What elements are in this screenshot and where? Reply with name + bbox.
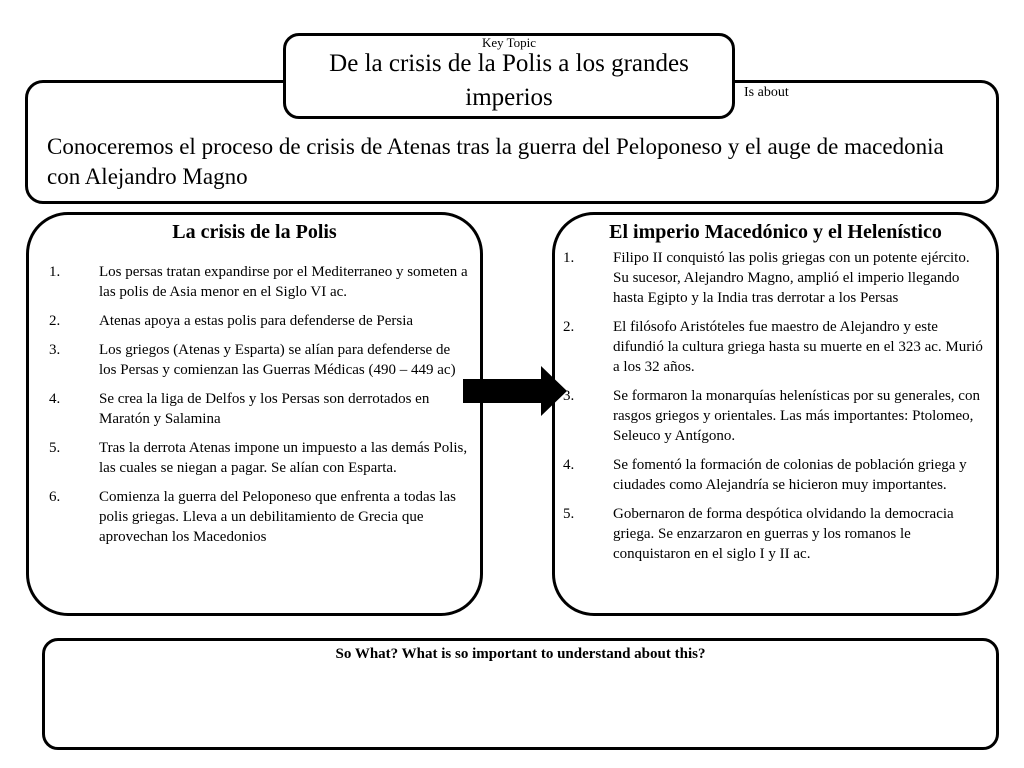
- panel-title: El imperio Macedónico y el Helenístico: [609, 221, 942, 243]
- item-text: Atenas apoya a estas polis para defenderse de Persia: [99, 313, 414, 329]
- is-about-text: Conoceremos el proceso de crisis de Atenas tras la guerra del Peloponeso y el auge de macedonia con Alejandro Magno: [47, 134, 944, 189]
- list-item: [49, 389, 469, 429]
- item-number: 3.: [563, 388, 575, 404]
- macedonian-empire-list: [563, 248, 988, 573]
- list-item: [563, 248, 988, 308]
- polis-crisis-list: [49, 262, 469, 556]
- item-text: Filipo II conquistó las polis griegas con un potente ejército. Su sucesor, Alejandro Magno, amplió el imperio llegando hasta Egipto y la India tras derrotar a los Persas: [613, 250, 970, 306]
- item-number: 6.: [49, 489, 61, 505]
- list-item: [563, 317, 988, 377]
- polis-crisis-panel: [26, 212, 483, 616]
- right-arrow-icon: [463, 366, 573, 416]
- item-number: 2.: [49, 313, 61, 329]
- item-number: 5.: [563, 506, 575, 522]
- item-text: Comienza la guerra del Peloponeso que enfrenta a todas las polis griegas. Lleva a un debilitamiento de Grecia que aprovechan los Macedonios: [99, 489, 456, 545]
- item-text: Se crea la liga de Delfos y los Persas son derrotados en Maratón y Salamina: [99, 391, 430, 427]
- item-number: 3.: [49, 342, 61, 358]
- is-about-label: Is about: [744, 85, 789, 100]
- item-text: Gobernaron de forma despótica olvidando la democracia griega. Se enzarzaron en guerras y los romanos le conquistaron en el siglo I y II ac.: [613, 506, 954, 562]
- key-topic-title: De la crisis de la Polis a los grandes imperios: [329, 50, 689, 111]
- list-item: [49, 340, 469, 380]
- key-topic-box: [283, 33, 735, 119]
- item-number: 4.: [563, 457, 575, 473]
- item-text: Se fomentó la formación de colonias de población griega y ciudades como Alejandría se hicieron muy importantes.: [613, 457, 967, 493]
- item-text: Tras la derrota Atenas impone un impuesto a las demás Polis, las cuales se niegan a pagar. Se alían con Esparta.: [99, 440, 468, 476]
- list-item: [49, 262, 469, 302]
- item-text: El filósofo Aristóteles fue maestro de Alejandro y este difundió la cultura griega hasta su muerte en el 323 ac. Murió a los 32 años.: [613, 319, 983, 375]
- so-what-title: So What? What is so important to understand about this?: [335, 646, 706, 662]
- key-topic-label: Key Topic: [481, 35, 537, 50]
- item-number: 4.: [49, 391, 61, 407]
- list-item: [49, 438, 469, 478]
- item-text: Los griegos (Atenas y Esparta) se alían para defenderse de los Persas y comienzan las Guerras Médicas (490 – 449 ac): [99, 342, 456, 378]
- list-item: [563, 386, 988, 446]
- panel-title: La crisis de la Polis: [172, 221, 337, 243]
- so-what-box: [42, 638, 999, 750]
- item-number: 1.: [49, 264, 61, 280]
- item-number: 2.: [563, 319, 575, 335]
- list-item: [563, 504, 988, 564]
- list-item: [49, 487, 469, 547]
- item-number: 5.: [49, 440, 61, 456]
- macedonian-empire-panel: [552, 212, 999, 616]
- list-item: [49, 311, 469, 331]
- item-number: 1.: [563, 250, 575, 266]
- list-item: [563, 455, 988, 495]
- item-text: Los persas tratan expandirse por el Mediterraneo y someten a las polis de Asia menor en el Siglo VI ac.: [99, 264, 468, 300]
- item-text: Se formaron la monarquías helenísticas por su generales, con rasgos griegos y orientales. Las más importantes: Ptolomeo, Seleuco y Antígono.: [613, 388, 980, 444]
